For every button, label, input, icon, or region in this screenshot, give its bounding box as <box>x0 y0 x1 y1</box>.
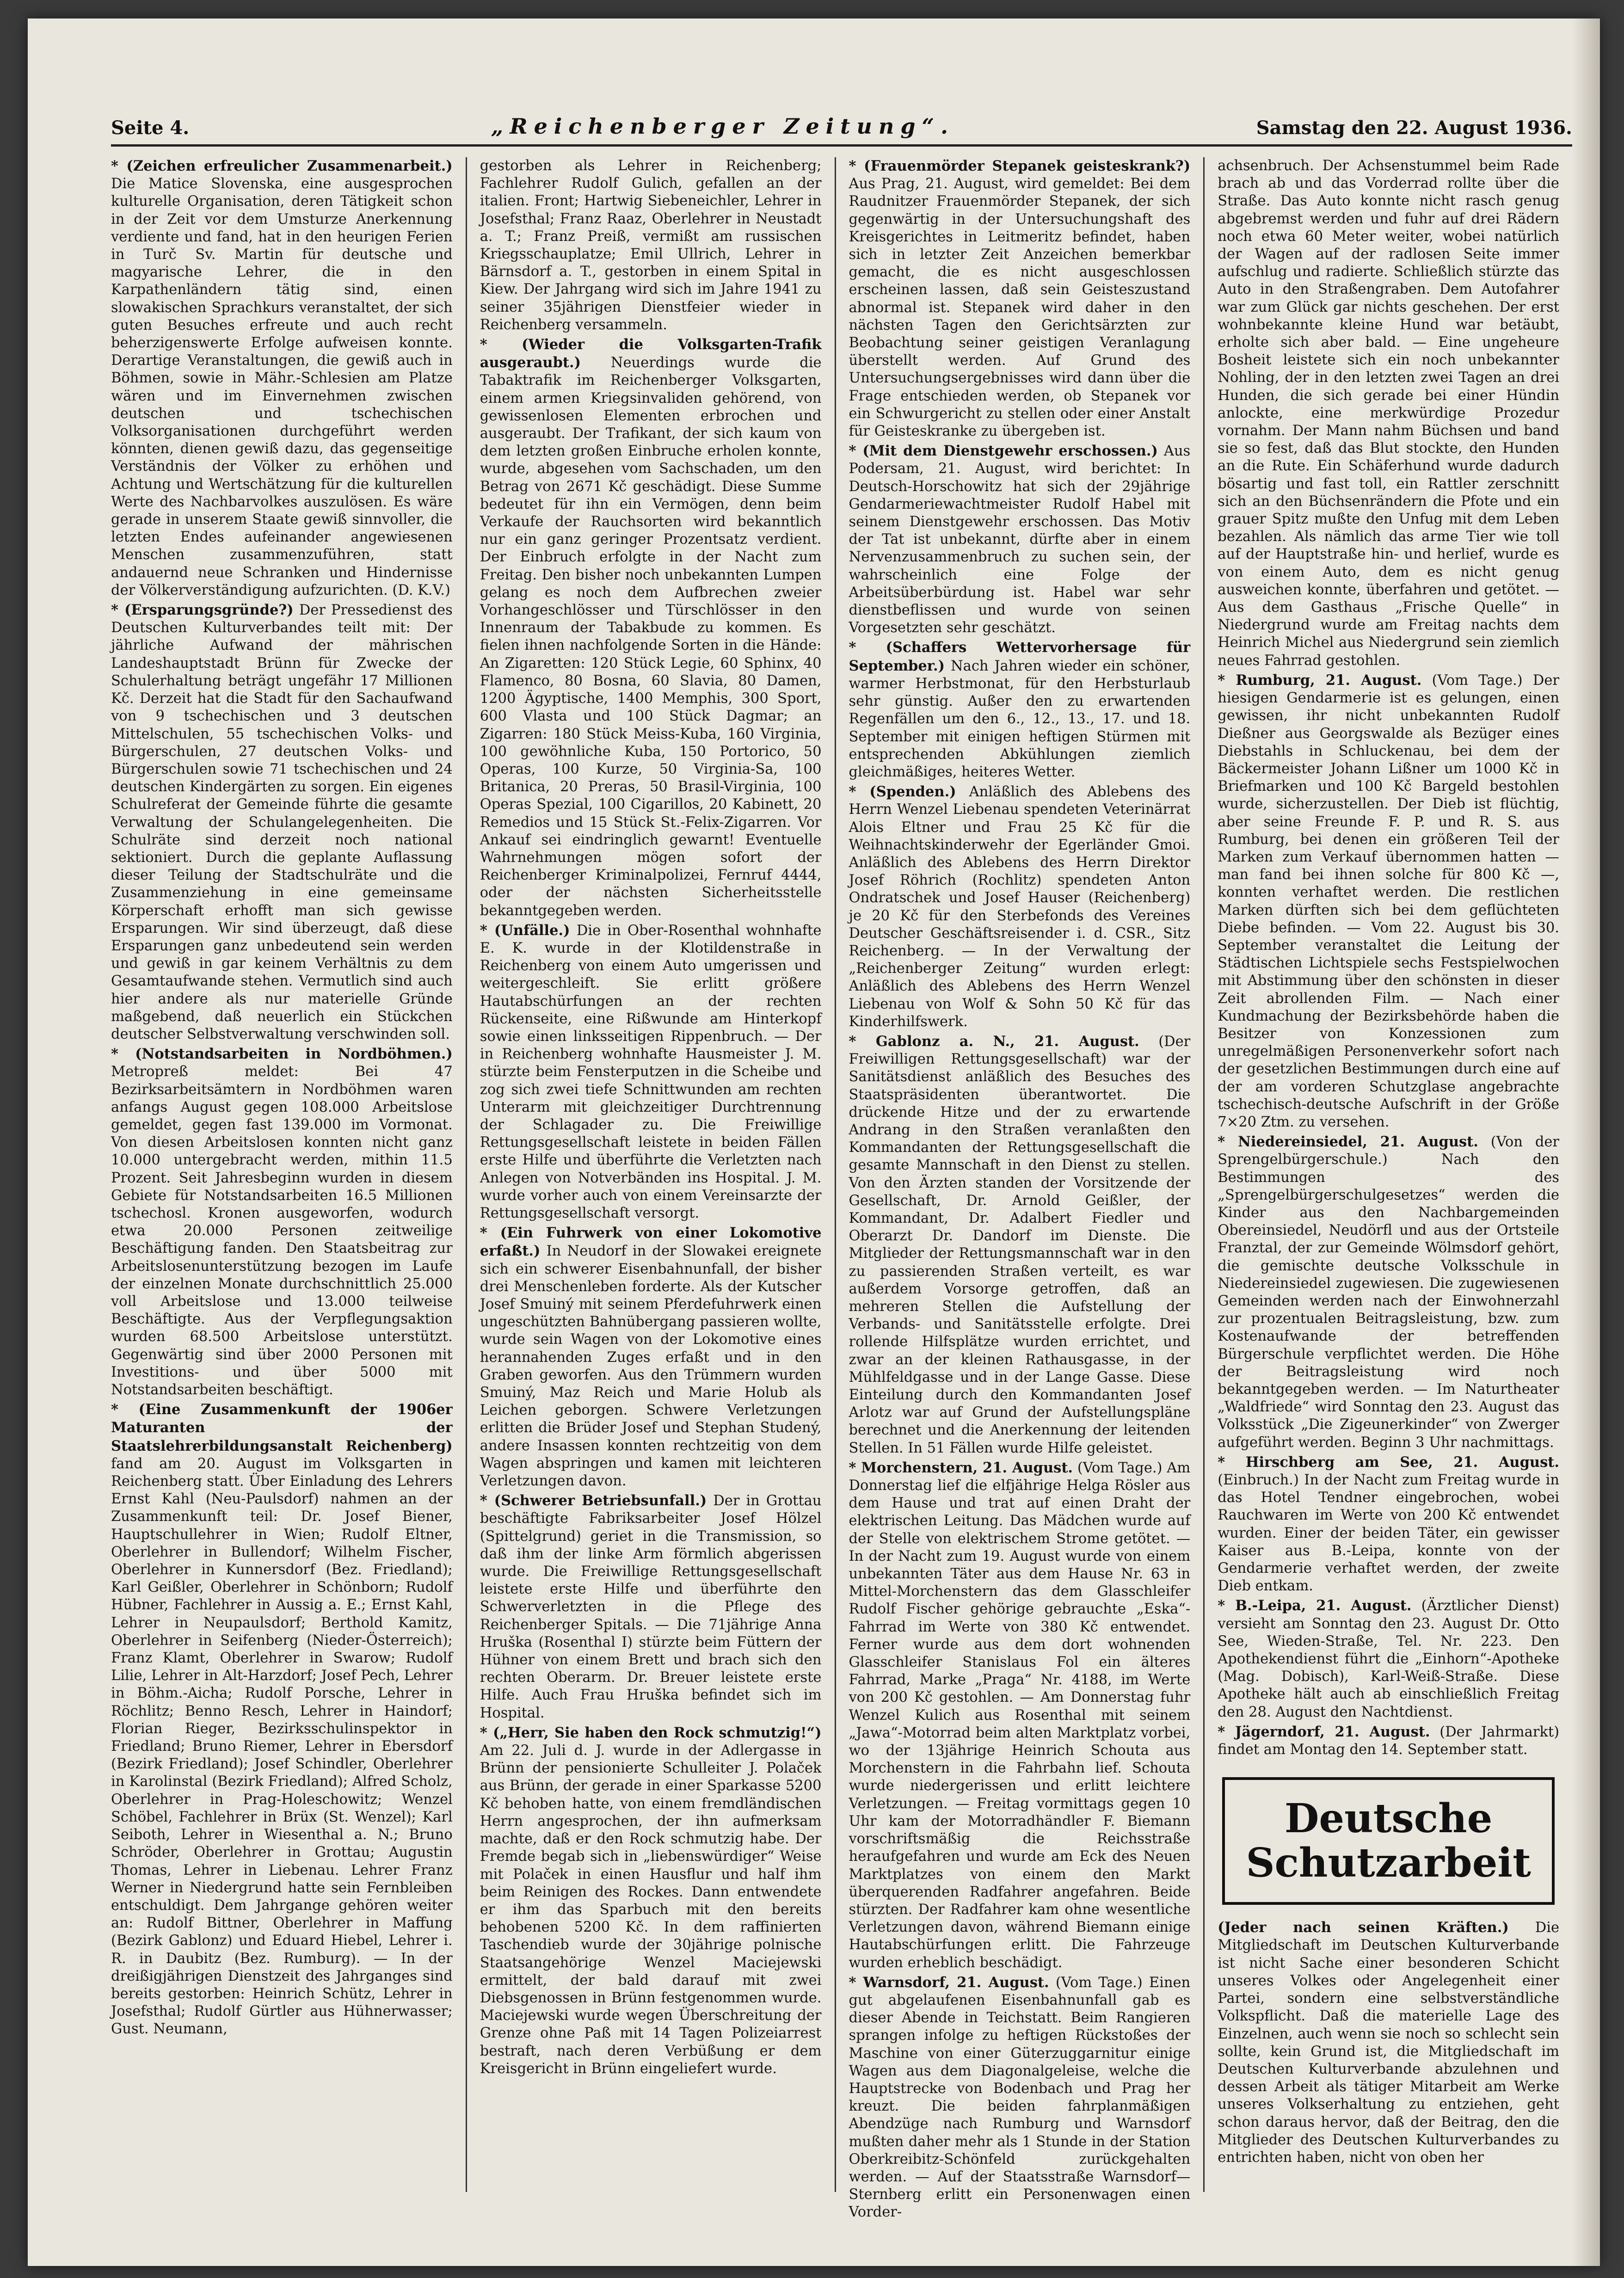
article-text: (Einbruch.) In der Nacht zum Freitag wurde in das Hotel Tendner eingebrochen, wobei Rauchwaren im Werte von 200 Kč entwendet wurden. Einer der beiden Täter, ein gewisser Kaiser aus B.-Leipa, konnte von der Gendarmerie verhaftet werden, der zweite Dieb entkam. <box>1218 1472 1559 1595</box>
article-paragraph <box>1218 1597 1559 1721</box>
article-text: (Ärztlicher Dienst) versieht am Sonntag den 23. August Dr. Otto See, Wieden-Straße, Tel. Nr. 223. Den Apothekendienst führt die „Einhorn“-Apotheke (Mag. Dobisch), Karl-Weiß-Straße. Diese Apotheke hält auch ab einschließlich Freitag den 28. August den Nachtdienst. <box>1218 1598 1559 1720</box>
article-paragraph <box>1218 1453 1559 1595</box>
article-paragraph <box>849 1459 1191 1972</box>
article-paragraph <box>1218 1919 1559 2167</box>
article-heading: * („Herr, Sie haben den Rock schmutzig!“) <box>480 1724 822 1741</box>
article-text: (Vom Tage.) Einen gut abgelaufenen Eisenbahnunfall gab es dieser Abende in Teichstatt. Beim Rangieren sprangen infolge zu heftigen Rückstoßes der Maschine von einer Güterzuggarnitur einige Wagen aus dem Diagonalgeleise, welche die Hauptstrecke von Bodenbach und Prag her kreuzt. Die beiden fahrplanmäßigen Abendzüge nach Rumburg und Warnsdorf mußten daher mehr als 1 Stunde in der Station Oberkreibitz-Schönfeld zurückgehalten werden. — Auf der Staatsstraße Warnsdorf—Sternberg erlitt ein Personenwagen einen Vorder- <box>849 1974 1191 2221</box>
article-text: (Von der Sprengelbürgerschule.) Nach den Bestimmungen des „Sprengelbürgerschulgesetzes“ werden die Kinder aus den Nachbargemeinden Obereinsiedel, Neudörfl und aus der Ortsteile Franztal, der zur Gemeinde Wölmsdorf gehört, die gemischte deutsche Volksschule in Niedereinsiedel zugewiesen. Die zugewiesenen Gemeinden werden nach der Einwohnerzahl zur prozentualen Beitragsleistung, bzw. zum Kostenaufwande der betreffenden Bürgerschule verpflichtet werden. Die Höhe der Beitragsleistung wird noch bekanntgegeben werden. — Im Naturtheater „Waldfriede“ wird Sonntag den 23. August das Volksstück „Die Zigeunerkinder“ von Zwerger aufgeführt werden. Beginn 3 Uhr nachmittags. <box>1218 1134 1559 1451</box>
article-text: Anläßlich des Ablebens des Herrn Wenzel Liebenau spendeten Veterinärrat Alois Eltner und Frau 25 Kč für die Weihnachtskinderwehr der Egerländer Gmoi. Anläßlich des Ablebens des Herrn Direktor Josef Röhrich (Rochlitz) spendeten Anton Ondratschek und Josef Hauser (Reichenberg) je 20 Kč für den Sterbefonds des Vereines Deutscher Geschäftsreisender i. d. CSR., Sitz Reichenberg. — In der Verwaltung der „Reichenberger Zeitung“ wurden erlegt: Anläßlich des Ablebens des Herrn Wenzel Liebenau von Wolf & Sohn 50 Kč für das Kinderhilfswerk. <box>849 784 1191 1030</box>
article-heading: * Gablonz a. N., 21. August. <box>849 1033 1139 1050</box>
issue-date: Samstag den 22. August 1936. <box>1256 117 1572 139</box>
article-text: Der Pressedienst des Deutschen Kulturverbandes teilt mit: Der jährliche Aufwand der mährischen Landeshauptstadt Brünn für Zwecke der Schulerhaltung beträgt ungefähr 17 Millionen Kč. Derzeit hat die Stadt für den Sachaufwand von 9 tschechischen und 3 deutschen Mittelschulen, 55 tschechischen Volks- und Bürgerschulen, 27 deutschen Volks- und Bürgerschulen sowie 71 tschechischen und 24 deutschen Kindergärten zu sorgen. Ein eigenes Schulreferat der Gemeinde führte die gesamte Verwaltung der Schulangelegenheiten. Die Schulräte sind derzeit noch national sektioniert. Durch die geplante Auflassung dieser Teilung der Stadtschulräte und die Zusammenziehung in eine gemeinsame Körperschaft erhofft man sich gewisse Ersparungen. Wir sind überzeugt, daß diese Ersparungen ganz unbedeutend sein werden und gewiß in gar keinem Verhältnis zu dem Gesamtaufwande stehen. Vermutlich sind auch hier andere als nur materielle Gründe maßgebend, daß neuerlich ein Stückchen deutscher Selbstverwaltung verschwinden soll. <box>111 602 453 1042</box>
article-text: (Vom Tage.) Am Donnerstag lief die elfjährige Helga Rösler aus dem Hause und trat auf einen Draht der elektrischen Leitung. Das Mädchen wurde auf der Stelle von elektrischem Strome getötet. — In der Nacht zum 19. August wurde von einem unbekannten Täter aus dem Hause Nr. 63 in Mittel-Morchenstern das dem Glasschleifer Rudolf Fischer gehörige gebrauchte „Eska“-Fahrrad im Werte von 380 Kč entwendet. Ferner wurde aus dem dort wohnenden Glasschleifer Stanislaus Fol ein älteres Fahrrad, Marke „Praga“ Nr. 4188, im Werte von 200 Kč gestohlen. — Am Donnerstag fuhr Wenzel Kulich aus Rosenthal mit seinem „Jawa“-Motorrad beim alten Marktplatz vorbei, wo der 13jährige Heinrich Schouta aus Morchenstern in die Fahrbahn lief. Schouta wurde niedergerissen und erlitt leichtere Verletzungen. — Freitag vormittags gegen 10 Uhr kam der Motorradhändler F. Biemann vorschriftsmäßig die Reichsstraße heraufgefahren und wurde am Eck des Neuen Marktplatzes von einem den Markt überquerenden Radfahrer angefahren. Beide stürzten. Der Radfahrer kam ohne wesentliche Verletzungen davon, während Biemann einige Hautabschürfungen erlitt. Die Fahrzeuge wurden erheblich beschädigt. <box>849 1459 1191 1971</box>
column-1 <box>111 157 466 2192</box>
article-heading: * Warnsdorf, 21. August. <box>849 1974 1049 1991</box>
newspaper-page <box>28 18 1600 2266</box>
article-heading: * (Zeichen erfreulicher Zusammenarbeit.) <box>111 158 453 174</box>
article-text: achsenbruch. Der Achsenstummel beim Rade brach ab und das Vorderrad rollte über die Straße. Das Auto konnte nicht rasch genug abgebremst werden und fuhr auf drei Rädern noch etwa 60 Meter weiter, wobei natürlich der Wagen auf der radlosen Seite immer aufschlug und radierte. Schließlich stürzte das Auto in den Straßengraben. Dem Autofahrer war zum Glück gar nichts geschehen. Der erst wohnbekannte kleine Hund war betäubt, erholte sich aber bald. — Eine ungeheure Bosheit leistete sich ein noch unbekannter Nohling, der in den letzten zwei Tagen an drei Hunden, die sich gerade bei einer Hündin anlockte, eine merkwürdige Prozedur vornahm. Der Mann nahm Büchsen und band sie so fest, daß das Blut stockte, den Hunden an die Rute. Ein Schäferhund wurde dadurch bösartig und fast toll, ein Rattler zerschnitt sich an den Büchsenrändern die Pfote und ein grauer Spitz mußte den Unfug mit dem Leben bezahlen. Als nämlich das arme Tier wie toll auf der Hauptstraße hin- und herlief, wurde es von einem Auto, dem es nicht genug ausweichen konnte, überfahren und getötet. — Aus dem Gasthaus „Frische Quelle“ in Niedergrund wurde am Freitag nachts dem Heinrich Michel aus Niedergrund sein ziemlich neues Fahrrad gestohlen. <box>1218 158 1559 669</box>
article-paragraph <box>849 1033 1191 1457</box>
article-paragraph <box>111 601 453 1043</box>
article-paragraph <box>480 1724 822 2078</box>
column-2 <box>466 157 835 2192</box>
article-text: fand am 20. August im Volksgarten in Reichenberg statt. Über Einladung des Lehrers Ernst Kahl (Neu-Paulsdorf) nahmen an der Zusammenkunft teil: Dr. Josef Biener, Hauptschullehrer in Wien; Rudolf Eltner, Oberlehrer in Bullendorf; Wilhelm Fischer, Oberlehrer in Kunnersdorf (Bez. Friedland); Karl Geißler, Oberlehrer in Schönborn; Rudolf Hübner, Fachlehrer in Aussig a. E.; Ernst Kahl, Lehrer in Neupaulsdorf; Berthold Kamitz, Oberlehrer in Seifenberg (Nieder-Österreich); Franz Klamt, Oberlehrer in Swarow; Rudolf Lilie, Lehrer in Alt-Harzdorf; Josef Pech, Lehrer in Böhm.-Aicha; Rudolf Porsche, Lehrer in Röchlitz; Benno Resch, Lehrer in Haindorf; Florian Rieger, Bezirksschulinspektor in Friedland; Bruno Riemer, Lehrer in Ebersdorf (Bezirk Friedland); Josef Schindler, Oberlehrer in Karolinstal (Bezirk Friedland); Alfred Scholz, Oberlehrer in Prag-Holeschowitz; Wenzel Schöbel, Fachlehrer in Brüx (St. Wenzel); Karl Seiboth, Lehrer in Wiesenthal a. N.; Bruno Schröder, Oberlehrer in Grottau; Augustin Thomas, Lehrer in Liebenau. Lehrer Franz Werner in Niedergrund hatte sein Fernbleiben entschuldigt. Dem Jahrgange gehören weiter an: Rudolf Bittner, Oberlehrer in Maffung (Bezirk Gablonz) und Eduard Hiebel, Lehrer i. R. in Daubitz (Bez. Rumburg). — In der dreißigjährigen Dienstzeit des Jahrganges sind bereits gestorben: Heinrich Schütz, Lehrer in Josefsthal; Rudolf Gürtler aus Hühnerwasser; Gust. Neumann, <box>111 1455 453 2038</box>
article-heading: * (Mit dem Dienstgewehr erschossen.) <box>849 443 1158 460</box>
article-text: Der in Grottau beschäftigte Fabriksarbeiter Josef Hölzel (Spittelgrund) geriet in die Transmission, so daß ihm der linke Arm förmlich abgerissen wurde. Die Freiwillige Rettungsgesellschaft leistete erste Hilfe und überführte den Schwerverletzten in die Pflege des Reichenberger Spitals. — Die 71jährige Anna Hruška (Rosenthal I) stürzte beim Füttern der Hühner von einem Brett und brach sich den rechten Oberarm. Dr. Breuer leistete erste Hilfe. Auch Frau Hruška befindet sich im Hospital. <box>480 1493 822 1721</box>
article-paragraph <box>849 157 1191 440</box>
article-paragraph <box>1218 1723 1559 1759</box>
article-heading: * Morchenstern, 21. August. <box>849 1459 1073 1476</box>
article-text: Aus Prag, 21. August, wird gemeldet: Bei dem Raudnitzer Frauenmörder Stepanek, der sich gegenwärtig in der Untersuchungshaft des Kreisgerichtes in Leitmeritz befindet, haben sich in letzter Zeit Anzeichen bemerkbar gemacht, die es nicht ausgeschlossen erscheinen lassen, daß sein Geisteszustand abnormal ist. Stepanek wird daher in den nächsten Tagen den Gerichtsärzten zur Beobachtung seiner geistigen Veranlagung überstellt werden. Auf Grund des Untersuchungsergebnisses wird dann über die Frage entschieden werden, ob Stepanek vor ein Schwurgericht zu stellen oder einer Anstalt für Geisteskranke zu übergeben ist. <box>849 176 1191 440</box>
article-text: gestorben als Lehrer in Reichenberg; Fachlehrer Rudolf Gulich, gefallen an der italien. Front; Hartwig Siebeneichler, Lehrer in Josefsthal; Franz Raaz, Oberlehrer in Neustadt a. T.; Franz Preiß, vermißt am russischen Kriegsschauplatze; Emil Ullrich, Lehrer in Bärnsdorf a. T., gestorben in einem Spital in Kiew. Der Jahrgang wird sich im Jahre 1941 zu seiner 35jährigen Dienstfeier wieder in Reichenberg versammeln. <box>480 158 822 333</box>
article-paragraph <box>111 157 453 599</box>
article-columns <box>111 157 1572 2221</box>
article-paragraph <box>480 1224 822 1490</box>
article-heading: * Jägerndorf, 21. August. <box>1218 1723 1430 1740</box>
column-4 <box>1203 157 1572 2192</box>
article-text: (Der Jahrmarkt) findet am Montag den 14. September statt. <box>1218 1724 1559 1758</box>
article-paragraph <box>480 157 822 334</box>
article-text: Die Mitgliedschaft im Deutschen Kulturverbande ist nicht Sache einer besonderen Schicht unseres Volkes oder Angelegenheit einer Partei, sondern eine selbstverständliche Volkspflicht. Daß die materielle Lage des Einzelnen, auch wenn sie noch so schlecht sein sollte, kein Grund ist, die Mitgliedschaft im Deutschen Kulturverbande abzulehnen und dessen Arbeit als tätiger Mitarbeit am Werke unseres Volkserhaltung zu entziehen, geht schon daraus hervor, daß der Beitrag, den die Mitglieder des Deutschen Kulturverbandes zu entrichten haben, nicht von oben her <box>1218 1920 1559 2166</box>
page-edge-shadow <box>1572 18 1600 2266</box>
article-paragraph <box>849 783 1191 1031</box>
article-text: (Vom Tage.) Der hiesigen Gendarmerie ist es gelungen, einen gewissen, ihr nicht unbekannten Rudolf Dießner aus Georgswalde als Bezüger eines Diebstahls in Schluckenau, bei dem der Bäckermeister Johann Lißner um 1000 Kč in Briefmarken und 100 Kč Bargeld bestohlen wurde, sicherzustellen. Der Dieb ist flüchtig, aber seine Freunde F. P. und R. S. aus Rumburg, bei denen ein größeren Teil der Marken zum Verkauf übernommen hatten — man fand bei ihnen solche für 800 Kč —, konnten verhaftet werden. Die restlichen Marken dürften sich bei dem geflüchteten Diebe befinden. — Vom 22. August bis 30. September veranstaltet die Leitung der Städtischen Lichtspiele sechs Festspielwochen mit Abstimmung über den schönsten in dieser Zeit abrollenden Film. — Nach einer Kundmachung der Bezirksbehörde haben die Besitzer von Konzessionen zum unregelmäßigen Personenverkehr sofort nach der gesetzlichen Bestimmungen durch eine auf der am vorderen Schutzglase angebrachte tschechisch-deutsche Aufschrift in der Größe 7×20 Ztm. zu versehen. <box>1218 672 1559 1130</box>
article-text: (Der Freiwilligen Rettungsgesellschaft) war der Sanitätsdienst anläßlich des Besuches des Staatspräsidenten überantwortet. Die drückende Hitze und der zu erwartende Andrang in den Straßen veranlaßten den Kommandanten der Rettungsgesellschaft die gesamte Mannschaft in den Dienst zu stellen. Von den Ärzten standen der Vorsitzende der Gesellschaft, Dr. Arnold Geißler, der Kommandant, Dr. Adalbert Fiedler und Oberarzt Dr. Dandorf im Dienste. Die Mitglieder der Rettungsmannschaft war in den zu passierenden Straßen verteilt, es war außerdem Vorsorge getroffen, daß an mehreren Stellen die Aufstellung der Verbands- und Sanitätsstelle erfolgte. Drei rollende Hilfsplätze wurden errichtet, und zwar an der kleinen Rathausgasse, in der Mühlfeldgasse und in der Lange Gasse. Diese Einteilung durch den Kommandanten Josef Arlotz war auf Grund der Aufstellungspläne berechnet und die Anerkennung der leitenden Stellen. In 51 Fällen wurde Hilfe geleistet. <box>849 1033 1191 1456</box>
article-text: Metropreß meldet: Bei 47 Bezirksarbeitsämtern in Nordböhmen waren anfangs August gegen 108.000 Arbeitslose gemeldet, gegen fast 139.000 im Vormonat. Von diesen Arbeitslosen konnten nicht ganz 10.000 untergebracht werden, mithin 11.5 Prozent. Seit Jahresbeginn wurden in diesem Gebiete für Notstandsarbeiten 16.5 Millionen tschechosl. Kronen ausgeworfen, wodurch etwa 20.000 Personen zeitweilige Beschäftigung fanden. Den Staatsbeitrag zur Arbeitslosenunterstützung bezogen im Laufe der einzelnen Monate durchschnittlich 25.000 voll Arbeitslose und 13.000 teilweise Beschäftigte. Aus der Verpflegungsaktion wurden 68.500 Arbeitslose unterstützt. Gegenwärtig sind über 2000 Personen mit Investitions- und über 5000 mit Notstandsarbeiten beschäftigt. <box>111 1064 453 1398</box>
article-heading: * Rumburg, 21. August. <box>1218 671 1422 689</box>
article-heading: * (Wieder die Volksgarten-Trafik ausgeraubt.) <box>480 336 822 371</box>
article-paragraph <box>849 639 1191 781</box>
article-paragraph <box>480 336 822 920</box>
article-heading: * B.-Leipa, 21. August. <box>1218 1597 1412 1614</box>
article-heading: * (Ersparungsgründe?) <box>111 602 294 619</box>
article-heading: * (Frauenmörder Stepanek geisteskrank?) <box>849 158 1191 174</box>
article-paragraph <box>849 1974 1191 2222</box>
article-heading: * Niedereinsiedel, 21. August. <box>1218 1133 1478 1151</box>
article-heading: * (Notstandsarbeiten in Nordböhmen.) <box>111 1046 453 1063</box>
article-heading: * (Ein Fuhrwerk von einer Lokomotive erfaßt.) <box>480 1225 822 1260</box>
article-heading: * (Schaffers Wettervorhersage für September.) <box>849 639 1191 674</box>
article-paragraph <box>480 1492 822 1722</box>
article-text: Neuerdings wurde die Tabaktrafik im Reichenberger Volksgarten, einem armen Kriegsinvaliden gehörend, von gewissenlosen Elementen erbrochen und ausgeraubt. Der Trafikant, der sich kaum von dem letzten großen Einbruche erholen konnte, wurde, abgesehen vom Sachschaden, um den Betrag von 2671 Kč geschädigt. Diese Summe bedeutet für ihn ein Vermögen, denn beim Verkaufe der Rauchsorten wird bekanntlich nur ein ganz geringer Prozentsatz verdient. Der Einbruch erfolgte in der Nacht zum Freitag. Den bisher noch unbekannten Lumpen gelang es noch dem Aufbrechen zweier Vorhangeschlösser und Türschlösser in den Innenraum der Tabakbude zu kommen. Es fielen ihnen nachfolgende Sorten in die Hände: An Zigaretten: 120 Stück Legie, 60 Sphinx, 40 Flamenco, 80 Bosna, 60 Slavia, 80 Damen, 1200 Ägyptische, 1400 Memphis, 300 Sport, 600 Vlasta und 100 Stück Dagmar; an Zigarren: 180 Stück Meiss-Kuba, 160 Virginia, 100 gewöhnliche Kuba, 150 Portorico, 50 Operas, 100 Kurze, 50 Virginia-Sa, 100 Britanica, 20 Preras, 50 Brasil-Virginia, 100 Operas Spezial, 100 Cigarillos, 20 Kabinett, 20 Remedios und 15 Stück St.-Felix-Zigarren. Vor Ankauf sei eindringlich gewarnt! Eventuelle Wahrnehmungen mögen sofort der Reichenberger Kriminalpolizei, Fernruf 4444, oder der nächsten Sicherheitsstelle bekanntgegeben werden. <box>480 355 822 919</box>
page-number: Seite 4. <box>111 117 190 139</box>
article-paragraph <box>480 922 822 1222</box>
article-text: Nach Jahren wieder ein schöner, warmer Herbstmonat, für den Herbsturlaub sehr günstig. Außer den zu erwartenden Regenfällen um den 6., 12., 13., 17. und 18. September mit einigen heftigen Stürmen mit entsprechenden Abkühlungen ziemlich gleichmäßiges, heiteres Wetter. <box>849 658 1191 780</box>
masthead: „Reichenberger Zeitung“. <box>491 114 954 139</box>
article-heading: (Jeder nach seinen Kräften.) <box>1218 1919 1509 1936</box>
section-heading-box: Deutsche Schutzarbeit <box>1222 1777 1555 1905</box>
article-heading: * Hirschberg am See, 21. August. <box>1218 1453 1559 1471</box>
article-text: Aus Podersam, 21. August, wird berichtet: In Deutsch-Horschowitz hat sich der 29jährige Gendarmeriewachtmeister Rudolf Habel mit seinem Dienstgewehr erschossen. Das Motiv der Tat ist unbekannt, dürfte aber in einem Nervenzusammenbruch zu suchen sein, der wahrscheinlich eine Folge der Arbeitsüberbürdung ist. Habel war sehr dienstbeflissen und wurde von seinen Vorgesetzten sehr geschätzt. <box>849 443 1191 636</box>
article-paragraph <box>1218 671 1559 1131</box>
article-paragraph <box>1218 1133 1559 1452</box>
article-text: Am 22. Juli d. J. wurde in der Adlergasse in Brünn der pensionierte Schulleiter J. Polaček aus Brünn, der gerade in einer Sparkasse 5200 Kč behoben hatte, von einem fremdländischen Herrn angesprochen, der ihn aufmerksam machte, daß er den Rock schmutzig habe. Der Fremde begab sich in „liebenswürdiger“ Weise mit Polaček in einen Hausflur und half ihm beim Reinigen des Rockes. Dann entwendete er ihm das Sparbuch mit den bereits behobenen 5200 Kč. In dem raffinierten Taschendieb wurde der 30jährige polnische Staatsangehörige Wenzel Maciejewski ermittelt, der bald darauf mit zwei Diebsgenossen in Brünn festgenommen wurde. Maciejewski wurde wegen Überschreitung der Grenze ohne Paß mit 14 Tagen Polizeiarrest bestraft, nach deren Verbüßung er dem Kreisgericht in Brünn eingeliefert wurde. <box>480 1742 822 2077</box>
article-heading: * (Spenden.) <box>849 783 956 800</box>
article-heading: * (Eine Zusammenkunft der 1906er Maturanten der Staatslehrerbildungsanstalt Reichenberg) <box>111 1401 453 1454</box>
article-paragraph <box>849 442 1191 637</box>
column-3 <box>835 157 1204 2221</box>
article-paragraph <box>1218 157 1559 670</box>
article-heading: * (Unfälle.) <box>480 922 570 939</box>
article-text: Die in Ober-Rosenthal wohnhafte E. K. wurde in der Klotildenstraße in Reichenberg von einem Auto umgerissen und weitergeschleift. Sie erlitt größere Hautabschürfungen an der rechten Rückenseite, eine Rißwunde am Hinterkopf sowie einen linksseitigen Rippenbruch. — Der in Reichenberg wohnhafte Hausmeister J. M. stürzte beim Fensterputzen in die Scheibe und zog sich zwei tiefe Schnittwunden am rechten Unterarm mit gleichzeitiger Durchtrennung der Schlagader zu. Die Freiwillige Rettungsgesellschaft leistete in beiden Fällen erste Hilfe und überführte die Verletzten nach Anlegen von Notverbänden ins Hospital. J. M. wurde vorher auch von einem Vereinsarzte der Rettungsgesellschaft versorgt. <box>480 922 822 1221</box>
article-heading: * (Schwerer Betriebsunfall.) <box>480 1492 707 1509</box>
article-text: Die Matice Slovenska, eine ausgesprochen kulturelle Organisation, deren Tätigkeit schon in der Zeit vor dem Umsturze Anerkennung verdiente und fand, hat in den heurigen Ferien in Turč Sv. Martin für deutsche und magyarische Lehrer, die in den Karpathenländern tätig sind, einen slowakischen Sprachkurs veranstaltet, der sich guten Besuches erfreute und auch recht beherzigenswerte Erfolge aufweisen konnte. Derartige Veranstaltungen, die gewiß auch in Böhmen, sowie in Mähr.-Schlesien am Platze wären und im Einvernehmen zwischen deutschen und tschechischen Volksorganisationen durchgeführt werden könnten, dienen gewiß dazu, das gegenseitige Verständnis der Völker zu erhöhen und Achtung und Wertschätzung für die kulturellen Werte des Nachbarvolkes auszulösen. Es wäre gerade in unserem Staate gewiß sinnvoller, die letzten Endes aufeinander angewiesenen Menschen zusammenzuführen, statt andauernd neue Schranken und Hindernisse der Völkerverständigung aufzurichten. (D. K.V.) <box>111 176 453 598</box>
article-paragraph <box>111 1045 453 1399</box>
article-text: In Neudorf in der Slowakei ereignete sich ein schwerer Eisenbahnunfall, der bisher drei Menschenleben forderte. Als der Kutscher Josef Smuiný mit seinem Pferdefuhrwerk einen ungeschützten Bahnübergang passieren wollte, wurde sein Wagen von der Lokomotive eines herannahenden Zuges erfaßt und in den Graben geworfen. Aus den Trümmern wurden Smuiný, Maz Reich und Marie Holub als Leichen geborgen. Schwere Verletzungen erlitten die Brüder Josef und Stephan Studený, andere Insassen konnten rechtzeitig von dem Wagen abspringen und kamen mit leichteren Verletzungen davon. <box>480 1243 822 1490</box>
page-header <box>111 92 1572 147</box>
article-paragraph <box>111 1401 453 2038</box>
